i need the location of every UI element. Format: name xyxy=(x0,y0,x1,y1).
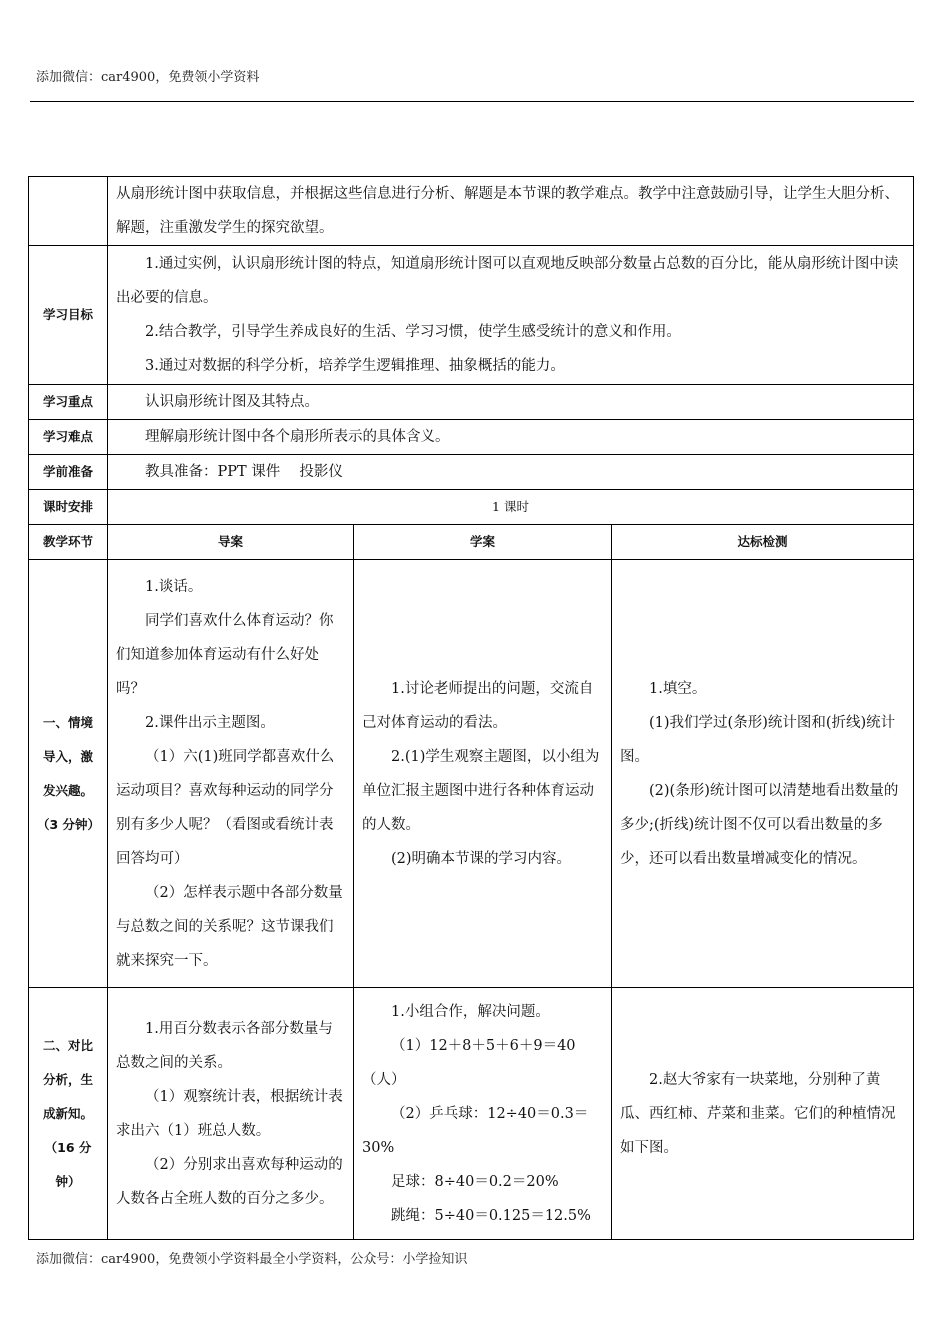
difficulty-row xyxy=(29,420,914,455)
key-point-text: 认识扇形统计图及其特点。 xyxy=(108,385,914,420)
schedule-label: 课时安排 xyxy=(29,490,108,525)
objective-item: 1.通过实例，认识扇形统计图的特点，知道扇形统计图可以直观地反映部分数量占总数的百分比，能从扇形统计图中读出必要的信息。 xyxy=(116,256,899,306)
section-stage-label: 一、情境 导入，激 发兴趣。 （3 分钟） xyxy=(29,560,108,988)
section-guide-content: 1.谈话。 同学们喜欢什么体育运动？你们知道参加体育运动有什么好处吗？ 2.课件出示主题图。 （1）六(1)班同学都喜欢什么运动项目？喜欢每种运动的同学分别有多少人呢？（看图或看统计表回答均可） （2）怎样表示题中各部分数量与总数之间的关系呢？这节课我们就来探究一下。 xyxy=(108,560,354,988)
column-header-row xyxy=(29,525,914,560)
empty-label-cell xyxy=(29,177,108,246)
header-divider xyxy=(30,101,914,102)
section-check-content: 1.填空。 (1)我们学过(条形)统计图和(折线)统计图。 (2)(条形)统计图可以清楚地看出数量的多少;(折线)统计图不仅可以看出数量的多少，还可以看出数量增减变化的情况。 xyxy=(612,560,914,988)
preparation-text: 教具准备：PPT 课件 投影仪 xyxy=(108,455,914,490)
difficulty-continued-row xyxy=(29,177,914,246)
schedule-text: 1 课时 xyxy=(108,490,914,525)
section-stage-label: 二、对比 分析，生 成新知。 （16 分 钟） xyxy=(29,988,108,1240)
objectives-row xyxy=(29,246,914,385)
objective-item: 2.结合教学，引导学生养成良好的生活、学习习惯，使学生感受统计的意义和作用。 xyxy=(145,324,681,340)
difficulty-label: 学习难点 xyxy=(29,420,108,455)
objectives-label: 学习目标 xyxy=(29,246,108,385)
difficulty-continued-text: 从扇形统计图中获取信息，并根据这些信息进行分析、解题是本节课的教学难点。教学中注意鼓励引导，让学生大胆分析、解题，注重激发学生的探究欲望。 xyxy=(108,177,914,246)
column-header-check: 达标检测 xyxy=(612,525,914,560)
lesson-plan-table xyxy=(28,176,914,1240)
schedule-row xyxy=(29,490,914,525)
section-study-content: 1.小组合作，解决问题。 （1）12＋8＋5＋6＋9＝40（人） （2）乒乓球：12÷40＝0.3＝30% 足球：8÷40＝0.2＝20% 跳绳：5÷40＝0.125＝12.5% xyxy=(354,988,612,1240)
key-point-row xyxy=(29,385,914,420)
section-row xyxy=(29,560,914,988)
column-header-stage: 教学环节 xyxy=(29,525,108,560)
section-guide-content: 1.用百分数表示各部分数量与总数之间的关系。 （1）观察统计表，根据统计表求出六（1）班总人数。 （2）分别求出喜欢每种运动的人数各占全班人数的百分之多少。 xyxy=(108,988,354,1240)
section-row xyxy=(29,988,914,1240)
section-check-content: 2.赵大爷家有一块菜地，分别种了黄瓜、西红柿、芹菜和韭菜。它们的种植情况如下图。 xyxy=(612,988,914,1240)
difficulty-text: 理解扇形统计图中各个扇形所表示的具体含义。 xyxy=(108,420,914,455)
preparation-label: 学前准备 xyxy=(29,455,108,490)
footer-note: 添加微信：car4900，免费领小学资料最全小学资料，公众号：小学捡知识 xyxy=(36,1252,468,1267)
column-header-study: 学案 xyxy=(354,525,612,560)
column-header-guide: 导案 xyxy=(108,525,354,560)
objectives-content xyxy=(108,246,914,385)
header-note: 添加微信：car4900，免费领小学资料 xyxy=(36,70,260,85)
key-point-label: 学习重点 xyxy=(29,385,108,420)
section-study-content: 1.讨论老师提出的问题，交流自己对体育运动的看法。 2.(1)学生观察主题图，以小组为单位汇报主题图中进行各种体育运动的人数。 (2)明确本节课的学习内容。 xyxy=(354,560,612,988)
objective-item: 3.通过对数据的科学分析，培养学生逻辑推理、抽象概括的能力。 xyxy=(145,358,565,374)
preparation-row xyxy=(29,455,914,490)
